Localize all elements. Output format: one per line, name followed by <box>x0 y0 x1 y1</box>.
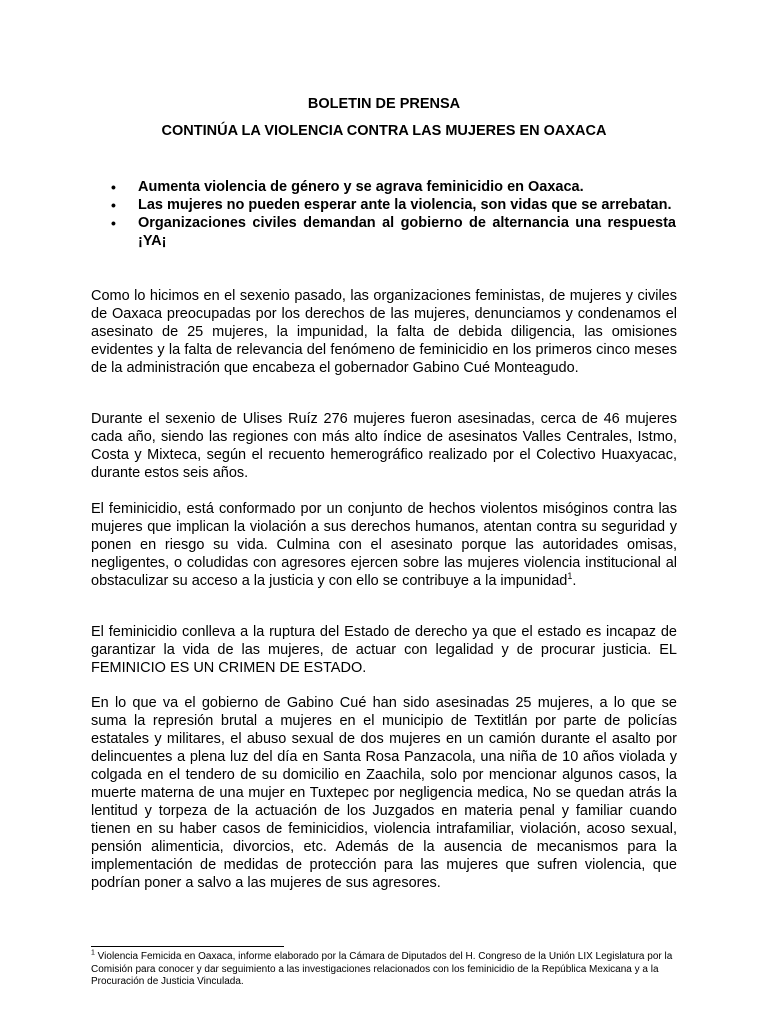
footnote-text: Violencia Femicida en Oaxaca, informe elaborado por la Cámara de Diputados del H. Congreso de la Unión LIX Legislatura por la Comisión para conocer y dar seguimiento a las investigaciones relacionados con los feminicidio de la República Mexicana y a la Procuración de Justicia Vinculada. <box>91 951 673 987</box>
paragraph: Como lo hicimos en el sexenio pasado, las organizaciones feministas, de mujeres y civiles de Oaxaca preocupadas por los derechos de las mujeres, denunciamos y condenamos el asesinato de 25 mujeres, la impunidad, la falta de debida diligencia, las omisiones evidentes y la falta de relevancia del fenómeno de feminicidio en los primeros cinco meses de la administración que encabeza el gobernador Gabino Cué Monteagudo. <box>91 288 677 376</box>
paragraph-with-footnote <box>91 500 677 590</box>
paragraph: En lo que va el gobierno de Gabino Cué han sido asesinadas 25 mujeres, a lo que se suma la represión brutal a mujeres en el municipio de Textitlán por parte de policías estatales y militares, el abuso sexual de dos mujeres en un camión durante el asalto por delincuentes a plena luz del día en Santa Rosa Panzacola, una niña de 10 años violada y colgada en el tendero de su domicilio en Zaachila, solo por mencionar algunos casos, la muerte materna de una mujer en Tuxtepec por negligencia medica, No se quedan atrás la lentitud y torpeza de la actuación de los Juzgados en materia penal y familiar cuando tienen en su haber casos de feminicidios, violencia intrafamiliar, violación, acoso sexual, pensión alimenticia, divorcios, etc. Además de la ausencia de mecanismos para la implementación de medidas de protección para las mujeres que sufren violencia, que podrían poner a salvo a las mujeres de sus agresores. <box>91 695 677 891</box>
paragraph-period: . <box>572 573 577 589</box>
highlight-item: • Organizaciones civiles demandan al gobierno de alternancia una respuesta ¡YA¡ <box>111 214 676 250</box>
document-subtitle: CONTINÚA LA VIOLENCIA CONTRA LAS MUJERES EN OAXACA <box>161 123 607 139</box>
paragraph-text: El feminicidio, está conformado por un conjunto de hechos violentos misóginos contra las mujeres que implican la violación a sus derechos humanos, atentan contra su seguridad y ponen en riesgo su vida. Culmina con el asesinato porque las autoridades omisas, negligentes, o coludidas con agresores ejercen sobre las mujeres violencia institucional al obstaculizar su acceso a la justicia y con ello se contribuye a la impunidad <box>91 501 677 589</box>
paragraph: El feminicidio conlleva a la ruptura del Estado de derecho ya que el estado es incapaz de garantizar la vida de las mujeres, de actuar con legalidad y de procurar justicia. EL FEMINICIO ES UN CRIMEN DE ESTADO. <box>91 624 677 676</box>
footnote-divider <box>91 946 284 947</box>
footnote-reference: 1 <box>567 571 573 582</box>
document-title: BOLETIN DE PRENSA <box>307 96 461 112</box>
paragraph: Durante el sexenio de Ulises Ruíz 276 mujeres fueron asesinadas, cerca de 46 mujeres cada año, siendo las regiones con más alto índice de asesinatos Valles Centrales, Istmo, Costa y Mixteca, según el recuento hemerográfico realizado por el Colectivo Huaxyacac, durante estos seis años. <box>91 411 677 481</box>
footnote <box>91 951 677 989</box>
highlight-item: • Aumenta violencia de género y se agrava feminicidio en Oaxaca. <box>111 178 676 196</box>
footnote-number: 1 <box>91 949 95 957</box>
highlights-list <box>111 178 676 250</box>
highlight-item: • Las mujeres no pueden esperar ante la violencia, son vidas que se arrebatan. <box>111 196 676 214</box>
